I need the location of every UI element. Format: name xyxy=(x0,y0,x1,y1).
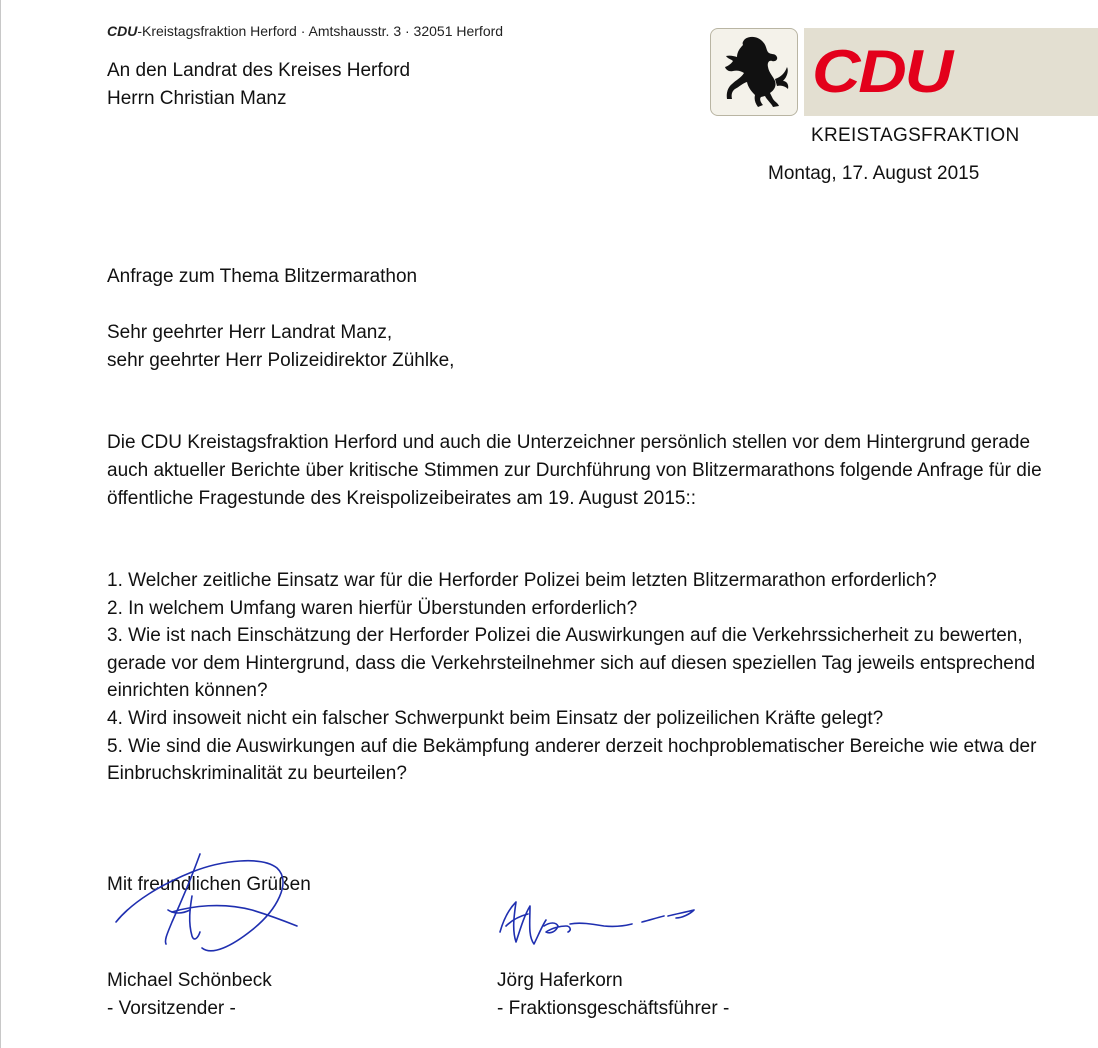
question-item: 4. Wird insoweit nicht ein falscher Schwerpunkt beim Einsatz der polizeilichen Kräfte gelegt? xyxy=(107,707,884,729)
signature-haferkorn xyxy=(494,896,704,961)
signer-role: - Vorsitzender - xyxy=(107,998,236,1019)
signer-role: - Fraktionsgeschäftsführer - xyxy=(497,998,730,1019)
body-paragraph: Die CDU Kreistagsfraktion Herford und auch die Unterzeichner persönlich stellen vor dem Hintergrund gerade auch aktueller Berichte über kritische Stimmen zur Durchführung von Blitzermarathons folgende Anfrage für die öffentliche Fragestunde des Kreispolizeibeirates am 19. August 2015:: xyxy=(107,432,1042,509)
signer-name: Michael Schönbeck xyxy=(107,970,272,991)
salutation xyxy=(107,319,454,375)
horse-logo xyxy=(710,28,798,116)
cdu-logo-text: CDU xyxy=(812,38,951,105)
recipient-line-1: An den Landrat des Kreises Herford xyxy=(107,60,411,81)
page-edge xyxy=(0,0,1,1048)
sender-address-line xyxy=(107,23,503,39)
horse-icon xyxy=(715,33,793,113)
salutation-line-1: Sehr geehrter Herr Landrat Manz, xyxy=(107,322,393,343)
sender-address: -Kreistagsfraktion Herford · Amtshausstr. 3 · 32051 Herford xyxy=(137,23,504,39)
recipient-line-2: Herrn Christian Manz xyxy=(107,88,287,109)
logo-subtitle: KREISTAGSFRAKTION xyxy=(811,125,1020,146)
signer-2 xyxy=(497,967,729,1023)
question-item: 3. Wie ist nach Einschätzung der Herforder Polizei die Auswirkungen auf die Verkehrssicherheit zu bewerten, gerade vor dem Hintergrund, dass die Verkehrsteilnehmer sich auf diesen speziellen Tag jeweils entsprechend einrichten können? xyxy=(107,625,1036,702)
question-list xyxy=(107,567,1067,788)
closing-greeting: Mit freundlichen Grüßen xyxy=(107,874,311,895)
question-item: 1. Welcher zeitliche Einsatz war für die Herforder Polizei beim letzten Blitzermarathon erforderlich? xyxy=(107,570,937,591)
sender-brand: CDU xyxy=(107,23,138,39)
cdu-logo xyxy=(804,28,1098,116)
letter-date: Montag, 17. August 2015 xyxy=(768,163,980,184)
recipient-address xyxy=(107,57,410,113)
salutation-line-2: sehr geehrter Herr Polizeidirektor Zühlke, xyxy=(107,350,455,371)
signature-schoenbeck xyxy=(112,852,312,967)
question-item: 5. Wie sind die Auswirkungen auf die Bekämpfung anderer derzeit hochproblematischer Bereiche wie etwa der Einbruchskriminalität zu beurteilen? xyxy=(107,735,1037,785)
signer-1 xyxy=(107,967,272,1023)
signer-name: Jörg Haferkorn xyxy=(497,970,623,991)
letter-subject: Anfrage zum Thema Blitzermarathon xyxy=(107,266,418,287)
question-item: 2. In welchem Umfang waren hierfür Überstunden erforderlich? xyxy=(107,597,638,619)
